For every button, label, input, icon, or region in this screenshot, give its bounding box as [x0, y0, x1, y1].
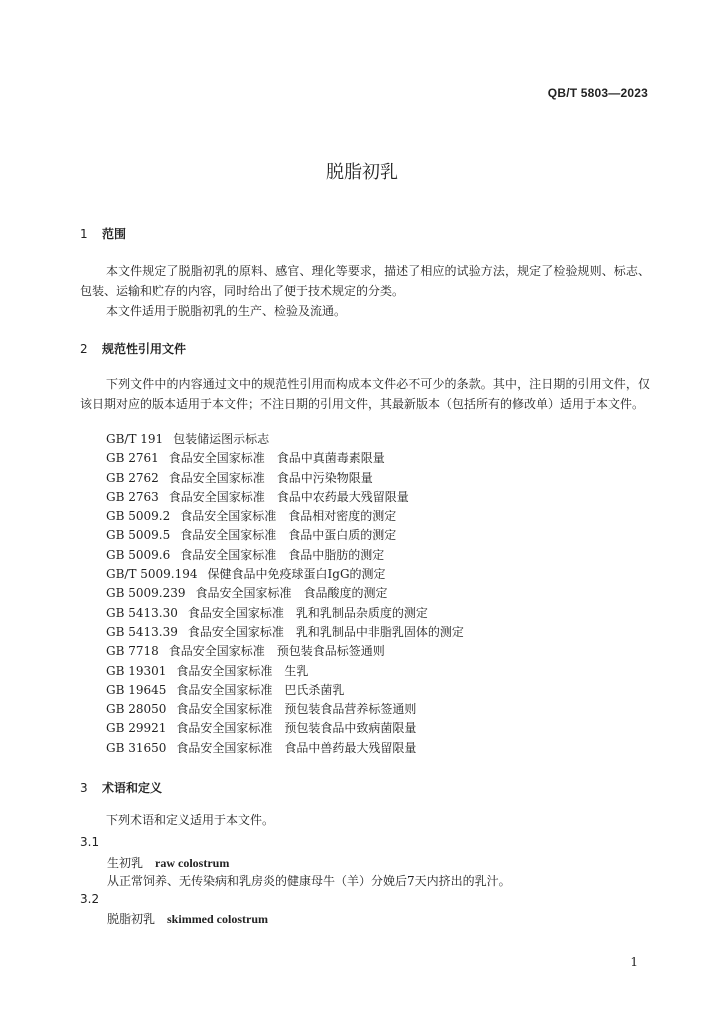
reference-title: 包装储运图示标志 — [173, 432, 270, 446]
scope-paragraph-2: 本文件适用于脱脂初乳的生产、检验及流通。 — [106, 304, 347, 318]
reference-title: 食品安全国家标准 食品中农药最大残留限量 — [168, 489, 409, 504]
reference-code: GB 19645 — [106, 682, 167, 697]
reference-item — [106, 526, 464, 545]
section-title: 术语和定义 — [102, 781, 163, 795]
scope-paragraph-1: 本文件规定了脱脂初乳的原料、感官、理化等要求，描述了相应的试验方法，规定了检验规则、标志、包装、运输和贮存的内容，同时给出了便于技术规定的分类。 — [80, 264, 650, 298]
reference-code: GB 2763 — [106, 489, 159, 504]
reference-item — [106, 546, 464, 565]
reference-code: GB 2762 — [106, 470, 159, 485]
reference-code: GB/T 191 — [106, 432, 164, 446]
section-1-heading — [80, 225, 126, 242]
reference-item — [106, 700, 464, 719]
reference-code: GB 2761 — [106, 451, 159, 466]
section-number: 2 — [80, 342, 88, 356]
reference-code: GB 5009.6 — [106, 547, 171, 562]
document-title: 脱脂初乳 — [326, 162, 398, 183]
reference-list — [106, 430, 464, 758]
reference-title: 食品安全国家标准 乳和乳制品中非脂乳固体的测定 — [187, 624, 464, 639]
reference-item — [106, 623, 464, 642]
reference-title: 食品安全国家标准 食品中污染物限量 — [168, 470, 373, 485]
reference-item — [106, 584, 464, 603]
reference-code: GB 5413.39 — [106, 624, 178, 639]
standard-code: QB/T 5803—2023 — [547, 86, 648, 100]
term-name-cn: 脱脂初乳 — [107, 912, 156, 926]
page-number: 1 — [630, 955, 638, 969]
reference-code: GB 5009.239 — [106, 586, 186, 601]
reference-code: GB 5009.5 — [106, 528, 171, 543]
reference-item — [106, 488, 464, 507]
terms-intro: 下列术语和定义适用于本文件。 — [106, 813, 275, 827]
reference-item — [106, 681, 464, 700]
term-definition: 从正常饲养、无传染病和乳房炎的健康母牛（羊）分娩后7天内挤出的乳汁。 — [107, 874, 511, 888]
reference-code: GB 29921 — [106, 721, 167, 736]
reference-item — [106, 642, 464, 661]
reference-title: 食品安全国家标准 食品中真菌毒素限量 — [168, 451, 385, 466]
section-title: 范围 — [102, 227, 127, 241]
term-number: 3.1 — [80, 835, 100, 849]
reference-title: 食品安全国家标准 食品酸度的测定 — [195, 586, 388, 601]
section-2-heading — [80, 340, 186, 357]
reference-item — [106, 430, 464, 449]
reference-item — [106, 565, 464, 584]
section-number: 3 — [80, 781, 88, 795]
reference-title: 食品安全国家标准 巴氏杀菌乳 — [176, 682, 345, 697]
reference-title: 食品安全国家标准 食品中脂肪的测定 — [180, 547, 385, 562]
reference-code: GB 19301 — [106, 663, 167, 678]
reference-item — [106, 739, 464, 758]
reference-item — [106, 719, 464, 738]
section-title: 规范性引用文件 — [102, 342, 187, 356]
normative-intro: 下列文件中的内容通过文中的规范性引用而构成本文件必不可少的条款。其中，注日期的引用文件，仅该日期对应的版本适用于本文件；不注日期的引用文件，其最新版本（包括所有的修改单）适用于本文件。 — [80, 377, 650, 411]
reference-item — [106, 469, 464, 488]
term-name-en: raw colostrum — [155, 856, 230, 870]
term-name — [107, 910, 268, 927]
term-name-en: skimmed colostrum — [167, 912, 269, 926]
reference-code: GB 5009.2 — [106, 509, 171, 524]
term-name — [107, 854, 229, 871]
reference-title: 食品安全国家标准 食品中兽药最大残留限量 — [176, 740, 417, 755]
reference-code: GB 7718 — [106, 644, 159, 659]
term-number: 3.2 — [80, 892, 100, 906]
reference-title: 食品安全国家标准 食品中蛋白质的测定 — [180, 528, 397, 543]
section-number: 1 — [80, 227, 88, 241]
reference-title: 食品安全国家标准 食品相对密度的测定 — [180, 509, 397, 524]
reference-code: GB/T 5009.194 — [106, 567, 198, 582]
reference-title: 食品安全国家标准 预包装食品标签通则 — [168, 644, 385, 659]
term-name-cn: 生初乳 — [107, 856, 144, 870]
section-3-heading — [80, 779, 162, 796]
reference-title: 食品安全国家标准 乳和乳制品杂质度的测定 — [187, 605, 428, 620]
reference-code: GB 28050 — [106, 702, 167, 717]
reference-title: 保健食品中免疫球蛋白IgG的测定 — [207, 567, 386, 582]
reference-item — [106, 507, 464, 526]
reference-item — [106, 449, 464, 468]
reference-item — [106, 604, 464, 623]
reference-title: 食品安全国家标准 预包装食品中致病菌限量 — [176, 721, 417, 736]
reference-title: 食品安全国家标准 生乳 — [176, 663, 309, 678]
reference-code: GB 31650 — [106, 740, 167, 755]
reference-item — [106, 662, 464, 681]
reference-title: 食品安全国家标准 预包装食品营养标签通则 — [176, 702, 417, 717]
reference-code: GB 5413.30 — [106, 605, 178, 620]
